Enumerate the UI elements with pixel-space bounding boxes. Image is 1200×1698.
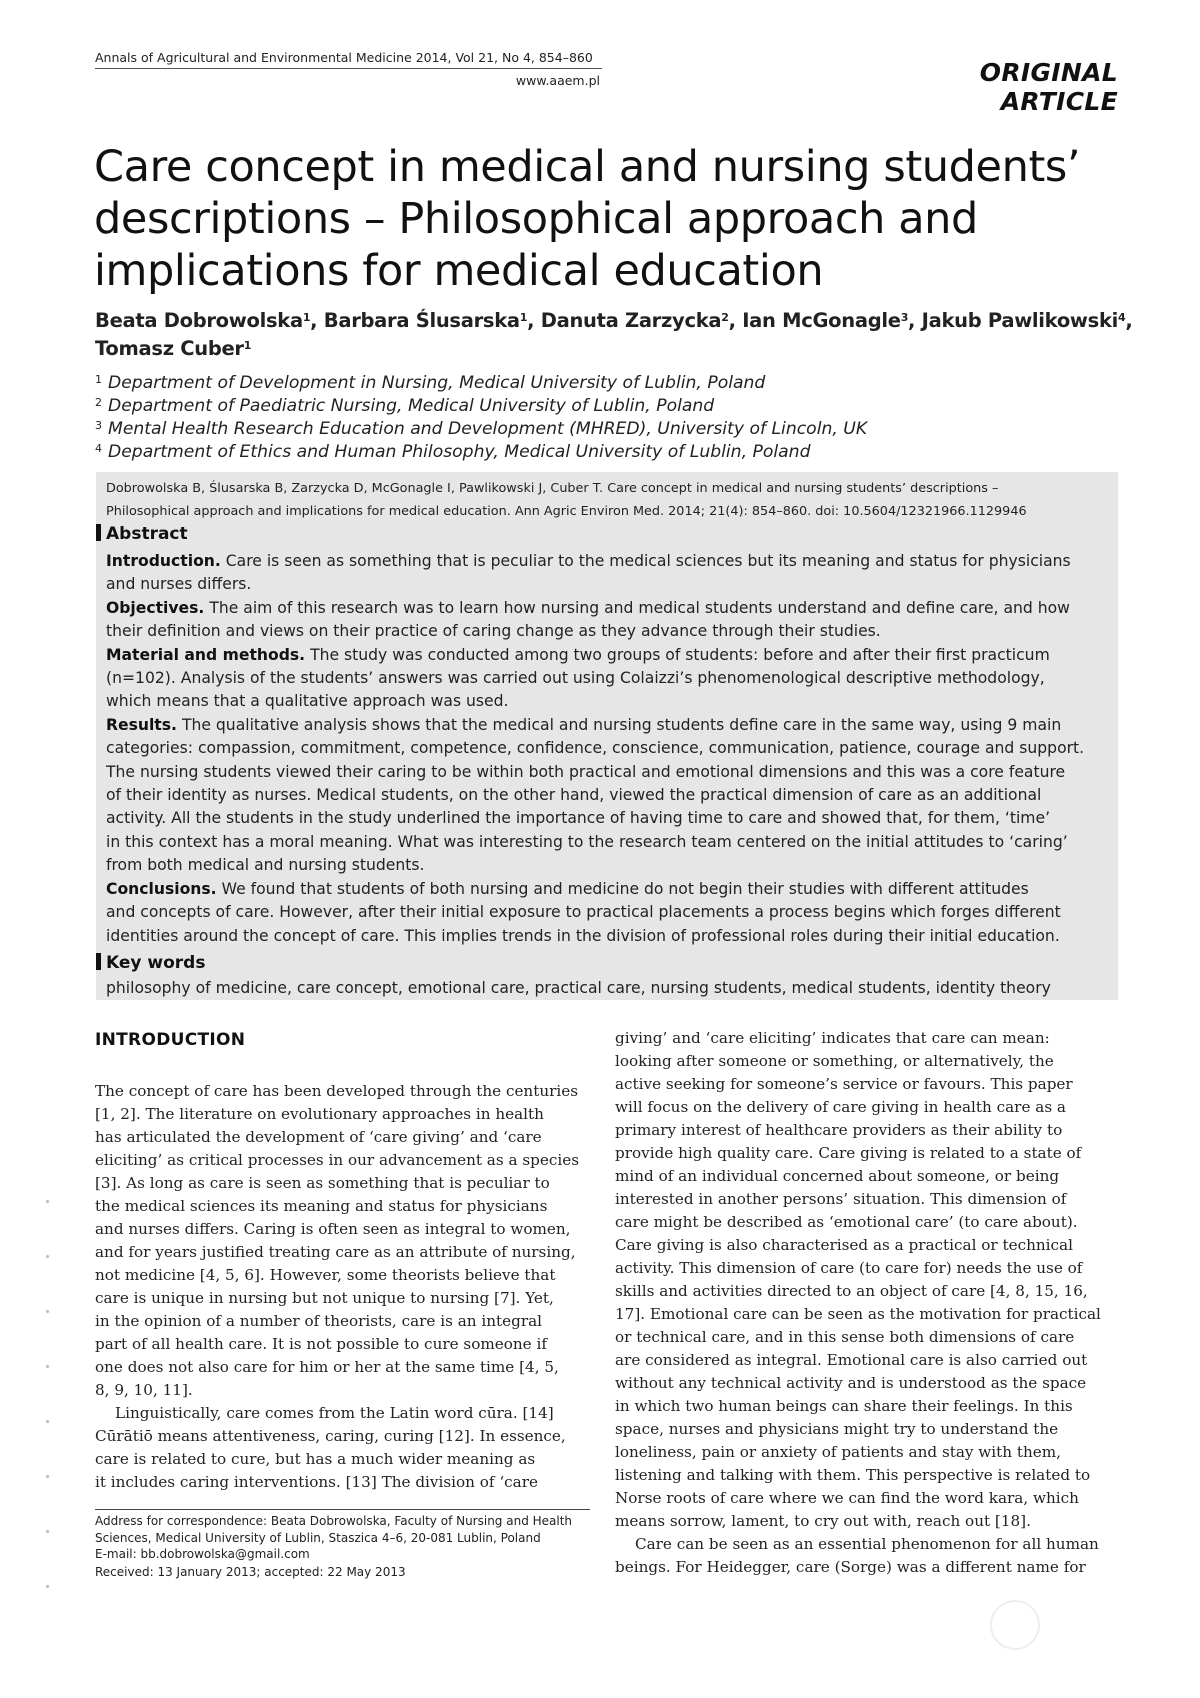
text-line: activity. This dimension of care (to care for) needs the use of xyxy=(615,1259,1083,1277)
affiliation xyxy=(95,441,1125,464)
journal-url[interactable]: www.aaem.pl xyxy=(515,73,600,88)
text-line: primary interest of healthcare providers as their ability to xyxy=(615,1121,1063,1139)
abstract-text: The nursing students viewed their caring to be within both practical and emotional dimensions and this was a core feature xyxy=(106,762,1066,781)
abstract-heading xyxy=(96,524,188,544)
text-line: or technical care, and in this sense both dimensions of care xyxy=(615,1328,1075,1346)
text-line: Cūrātiō means attentiveness, caring, curing [12]. In essence, xyxy=(95,1427,566,1445)
author-affil-mark: 1 xyxy=(519,311,528,324)
author-affil-mark: 1 xyxy=(302,311,311,324)
title-line: descriptions – Philosophical approach and xyxy=(94,194,978,244)
abstract-line xyxy=(106,737,1114,760)
affiliation xyxy=(95,395,1125,418)
citation xyxy=(106,477,1114,523)
abstract-text: and nurses differs. xyxy=(106,575,252,594)
keywords-text: philosophy of medicine, care concept, emotional care, practical care, nursing students, medical students, identity theory xyxy=(106,979,1051,997)
margin-dot xyxy=(46,1530,49,1533)
text-line: the medical sciences its meaning and status for physicians xyxy=(95,1197,548,1215)
author-affil-mark: 3 xyxy=(900,311,909,324)
text-line: one does not also care for him or her at the same time [4, 5, xyxy=(95,1358,559,1376)
abstract-section-label: Material and methods. xyxy=(106,645,306,664)
abstract-body xyxy=(106,550,1114,948)
margin-dot xyxy=(46,1475,49,1478)
text-line: Care can be seen as an essential phenomenon for all human xyxy=(635,1535,1099,1553)
citation-line: Dobrowolska B, Ślusarska B, Zarzycka D, McGonagle I, Pawlikowski J, Cuber T. Care concept in medical and nursing students’ descriptions – xyxy=(106,481,999,496)
abstract-text: which means that a qualitative approach was used. xyxy=(106,692,509,711)
text-line: [3]. As long as care is seen as something that is peculiar to xyxy=(95,1174,550,1192)
right-column xyxy=(615,1027,1118,1579)
text-line: means sorrow, lament, to cry out with, reach out [18]. xyxy=(615,1512,1031,1530)
paragraph xyxy=(615,1027,1118,1533)
text-line: beings. For Heidegger, care (Sorge) was a different name for xyxy=(615,1558,1086,1576)
article-type: ORIGINAL ARTICLE xyxy=(979,58,1118,116)
author-name: Tomasz Cuber xyxy=(95,337,244,360)
margin-dot xyxy=(46,1365,49,1368)
margin-dot xyxy=(46,1420,49,1423)
affiliation-number: 1 xyxy=(95,373,102,386)
text-line: in the opinion of a number of theorists, care is an integral xyxy=(95,1312,542,1330)
author-affil-mark: 2 xyxy=(721,311,729,324)
margin-dot xyxy=(46,1255,49,1258)
margin-dot xyxy=(46,1200,49,1203)
text-line: without any technical activity and is understood as the space xyxy=(615,1374,1087,1392)
text-line: will focus on the delivery of care giving in health care as a xyxy=(615,1098,1066,1116)
text-line: care is related to cure, but has a much wider meaning as xyxy=(95,1450,536,1468)
abstract-text: Care is seen as something that is peculiar to the medical sciences but its meaning and status for physicians xyxy=(225,552,1071,570)
author-affil-mark: 1 xyxy=(243,339,252,352)
abstract-line xyxy=(106,761,1114,784)
abstract-text: of their identity as nurses. Medical students, on the other hand, viewed the practical dimension of care as an additional xyxy=(106,786,1042,805)
abstract-section-label: Results. xyxy=(106,715,177,734)
abstract-line xyxy=(106,620,1114,643)
footnote-line: Sciences, Medical University of Lublin, Staszica 4–6, 20-081 Lublin, Poland xyxy=(95,1530,541,1545)
text-line: and nurses differs. Caring is often seen as integral to women, xyxy=(95,1220,571,1238)
affiliation-number: 4 xyxy=(95,442,102,455)
abstract-line xyxy=(106,550,1114,573)
affiliation-text: Mental Health Research Education and Development (MHRED), University of Lincoln, UK xyxy=(108,419,868,439)
text-line: provide high quality care. Care giving is related to a state of xyxy=(615,1144,1082,1162)
author-list xyxy=(95,307,1133,363)
abstract-line xyxy=(106,667,1114,690)
text-line: it includes caring interventions. [13] The division of ‘care xyxy=(95,1473,538,1491)
text-line: in which two human beings can share their feelings. In this xyxy=(615,1397,1073,1415)
text-line: active seeking for someone’s service or favours. This paper xyxy=(615,1075,1073,1093)
author-sep: , xyxy=(728,309,743,332)
abstract-line xyxy=(106,878,1114,901)
abstract-line xyxy=(106,573,1114,596)
affiliation-text: Department of Development in Nursing, Medical University of Lublin, Poland xyxy=(108,373,766,393)
text-line: Norse roots of care where we can find the word kara, which xyxy=(615,1489,1079,1507)
text-line: 17]. Emotional care can be seen as the motivation for practical xyxy=(615,1305,1101,1323)
affiliation xyxy=(95,372,1125,395)
text-line: The concept of care has been developed through the centuries xyxy=(95,1082,578,1100)
section-marker xyxy=(96,953,101,970)
author-line xyxy=(95,335,1125,363)
author-name: Beata Dobrowolska xyxy=(95,309,303,332)
text-line: has articulated the development of ‘care giving’ and ‘care xyxy=(95,1128,542,1146)
abstract-text: and concepts of care. However, after their initial exposure to practical placements a process begins which forges different xyxy=(106,903,1061,922)
abstract-line xyxy=(106,901,1114,924)
abstract-text: The aim of this research was to learn how nursing and medical students understand and define care, and how xyxy=(209,598,1070,617)
abstract-section-label: Introduction. xyxy=(106,552,221,570)
paragraph xyxy=(615,1533,1118,1579)
abstract-section-label: Conclusions. xyxy=(106,879,217,898)
text-line: part of all health care. It is not possible to cure someone if xyxy=(95,1335,547,1353)
text-line: skills and activities directed to an object of care [4, 8, 15, 16, xyxy=(615,1282,1088,1300)
author-affil-mark: 4 xyxy=(1118,311,1126,324)
affiliation-number: 2 xyxy=(95,396,102,409)
text-line: looking after someone or something, or alternatively, the xyxy=(615,1052,1054,1070)
margin-dot xyxy=(46,1310,49,1313)
paragraph xyxy=(95,1402,590,1494)
abstract-line xyxy=(106,784,1114,807)
margin-dot xyxy=(46,1585,49,1588)
affiliation-number: 3 xyxy=(95,419,102,432)
abstract-text: We found that students of both nursing and medicine do not begin their studies with different attitudes xyxy=(221,879,1029,898)
affiliation xyxy=(95,418,1125,441)
author-name: Danuta Zarzycka xyxy=(540,309,722,332)
section-marker xyxy=(96,524,101,541)
abstract-text: in this context has a moral meaning. What was interesting to the research team centered on the initial attitudes to ‘caring’ xyxy=(106,832,1068,851)
author-name: Ian McGonagle xyxy=(742,309,901,332)
text-line: giving’ and ‘care eliciting’ indicates that care can mean: xyxy=(615,1029,1050,1047)
text-line: Care giving is also characterised as a practical or technical xyxy=(615,1236,1073,1254)
abstract-text: The study was conducted among two groups of students: before and after their first practicum xyxy=(310,645,1050,664)
text-line: space, nurses and physicians might try to understand the xyxy=(615,1420,1059,1438)
abstract-line xyxy=(106,597,1114,620)
text-line: interested in another persons’ situation. This dimension of xyxy=(615,1190,1067,1208)
abstract-line xyxy=(106,831,1114,854)
title-line: implications for medical education xyxy=(94,246,824,296)
abstract-line xyxy=(106,854,1114,877)
correspondence-footnote xyxy=(95,1513,590,1563)
received-dates: Received: 13 January 2013; accepted: 22 May 2013 xyxy=(95,1565,406,1579)
footnote-line: E-mail: bb.dobrowolska@gmail.com xyxy=(95,1547,310,1561)
introduction-heading: INTRODUCTION xyxy=(95,1030,246,1050)
header-rule xyxy=(95,68,602,69)
footnote-rule xyxy=(95,1509,590,1510)
author-sep: , xyxy=(1125,309,1133,332)
abstract-text: identities around the concept of care. This implies trends in the division of professional roles during their initial education. xyxy=(106,926,1060,945)
abstract-text: The qualitative analysis shows that the medical and nursing students define care in the same way, using 9 main xyxy=(181,715,1062,734)
left-column xyxy=(95,1080,590,1494)
text-line: not medicine [4, 5, 6]. However, some theorists believe that xyxy=(95,1266,556,1284)
keywords-heading xyxy=(96,953,205,973)
title-line: Care concept in medical and nursing students’ xyxy=(94,142,1081,192)
text-line: 8, 9, 10, 11]. xyxy=(95,1381,193,1399)
text-line: Linguistically, care comes from the Latin word cūra. [14] xyxy=(115,1404,554,1422)
author-line xyxy=(95,307,1133,335)
abstract-text: categories: compassion, commitment, competence, confidence, conscience, communication, patience, courage and support. xyxy=(106,739,1085,758)
affiliations xyxy=(95,372,1125,464)
abstract-text: from both medical and nursing students. xyxy=(106,856,425,875)
abstract-line xyxy=(106,925,1114,948)
author-name: Barbara Ślusarska xyxy=(323,309,520,332)
text-line: listening and talking with them. This perspective is related to xyxy=(615,1466,1091,1484)
abstract-line xyxy=(106,714,1114,737)
publisher-watermark-icon xyxy=(990,1600,1040,1650)
affiliation-text: Department of Ethics and Human Philosophy, Medical University of Lublin, Poland xyxy=(108,442,811,462)
abstract-section-label: Objectives. xyxy=(106,598,205,617)
paragraph xyxy=(95,1080,590,1402)
author-sep: , xyxy=(310,309,324,332)
text-line: [1, 2]. The literature on evolutionary approaches in health xyxy=(95,1105,544,1123)
abstract-text: activity. All the students in the study underlined the importance of having time to care and showed that, for them, ‘time’ xyxy=(106,809,1051,828)
text-line: eliciting’ as critical processes in our advancement as a species xyxy=(95,1151,579,1169)
text-line: and for years justified treating care as an attribute of nursing, xyxy=(95,1243,576,1261)
affiliation-text: Department of Paediatric Nursing, Medical University of Lublin, Poland xyxy=(108,396,715,416)
abstract-line xyxy=(106,807,1114,830)
abstract-line xyxy=(106,644,1114,667)
text-line: care is unique in nursing but not unique to nursing [7]. Yet, xyxy=(95,1289,554,1307)
text-line: loneliness, pain or anxiety of patients and stay with them, xyxy=(615,1443,1061,1461)
text-line: are considered as integral. Emotional care is also carried out xyxy=(615,1351,1088,1369)
citation-line: Philosophical approach and implications for medical education. Ann Agric Environ Med. 2014; 21(4): 854–860. doi: 10.5604/12321966.1129946 xyxy=(106,504,1027,519)
text-line: mind of an individual concerned about someone, or being xyxy=(615,1167,1060,1185)
author-name: Jakub Pawlikowski xyxy=(921,309,1118,332)
text-line: care might be described as ‘emotional care’ (to care about). xyxy=(615,1213,1078,1231)
keywords-heading-text: Key words xyxy=(106,953,206,973)
article-title xyxy=(94,141,1134,297)
abstract-line xyxy=(106,690,1114,713)
abstract-text: their definition and views on their practice of caring change as they advance through their studies. xyxy=(106,622,881,641)
abstract-text: (n=102). Analysis of the students’ answers was carried out using Colaizzi’s phenomenological descriptive methodology, xyxy=(106,669,1045,688)
author-sep: , xyxy=(908,309,922,332)
journal-name: Annals of Agricultural and Environmental Medicine 2014, Vol 21, No 4, 854–860 xyxy=(95,50,593,65)
author-sep: , xyxy=(527,309,541,332)
footnote-line: Address for correspondence: Beata Dobrowolska, Faculty of Nursing and Health xyxy=(95,1514,573,1528)
abstract-heading-text: Abstract xyxy=(106,524,188,544)
